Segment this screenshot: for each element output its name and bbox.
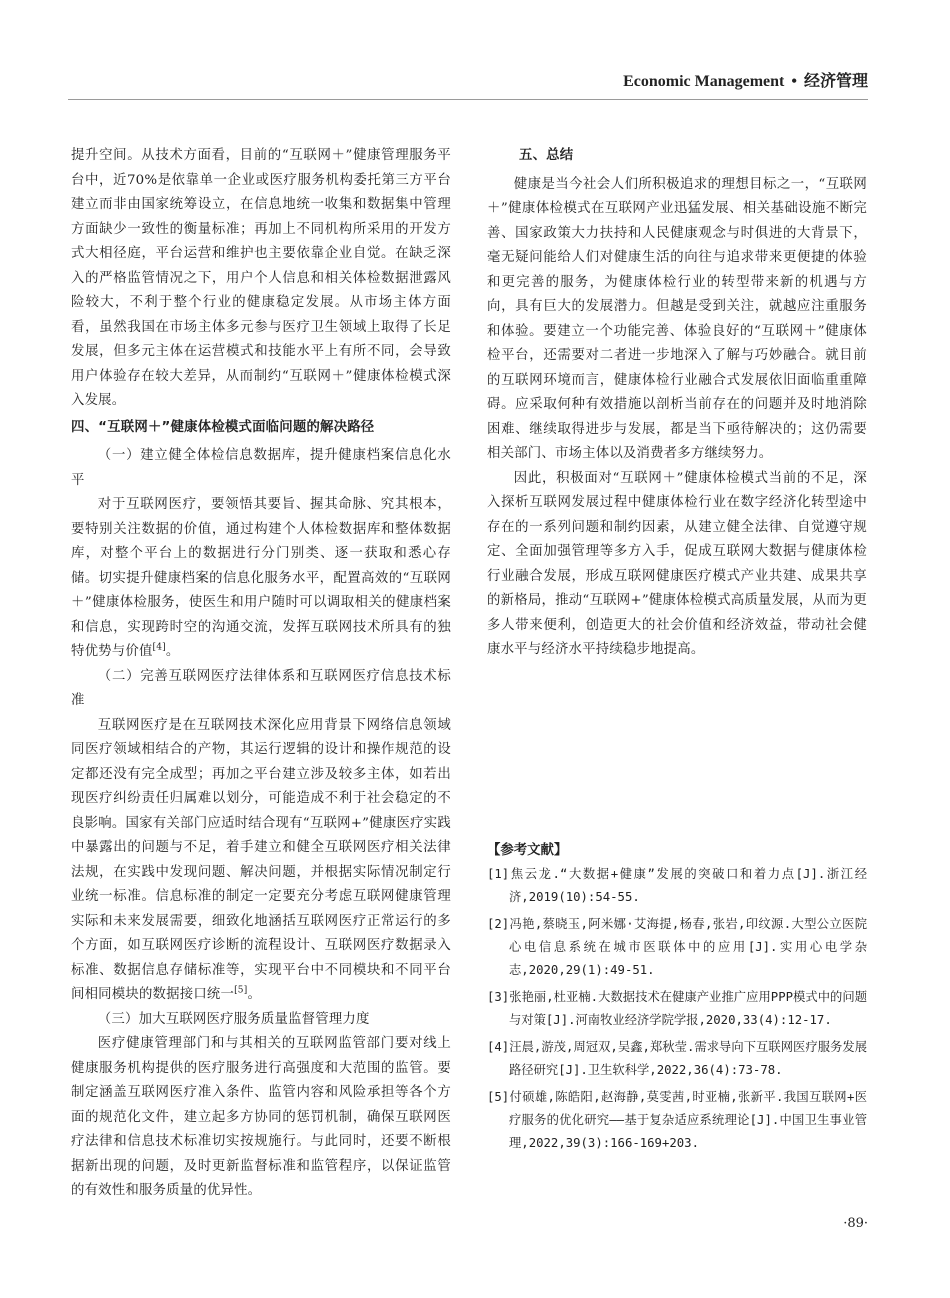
paragraph-end: 。 [165, 644, 180, 659]
reference-item: [5]付硕雄,陈皓阳,赵海静,莫雯茜,时亚楠,张新平.我国互联网+医疗服务的优化研究——基于复杂适应系统理论[J].中国卫生事业管理,2022,39(3):166-169+203. [487, 1090, 867, 1150]
reference-item: [4]汪晨,游茂,周冠双,吴鑫,郑秋莹.需求导向下互联网医疗服务发展路径研究[J].卫生软科学,2022,36(4):73-78. [487, 1040, 867, 1077]
citation: [4] [152, 642, 166, 653]
paragraph: 健康是当今社会人们所积极追求的理想目标之一，“互联网＋”健康体检模式在互联网产业迅猛发展、相关基础设施不断完善、国家政策大力扶持和人民健康观念与时俱进的大背景下，毫无疑问能给人们对健康生活的向往与追求带来更便捷的体验和更完善的服务，为健康体检行业的转型带来新的机遇与方向，具有巨大的发展潜力。但越是受到关注，就越应注重服务和体验。要建立一个功能完善、体验良好的“互联网＋”健康体检平台，还需要对二者进一步地深入了解与巧妙融合。就目前的互联网环境而言，健康体检行业融合式发展依旧面临重重障碍。应采取何种有效措施以剖析当前存在的问题并及时地消除困难、继续取得进步与发展，都是当下亟待解决的；这仍需要相关部门、市场主体以及消费者多方继续努力。 [487, 176, 867, 461]
paragraph: 因此，积极面对“互联网＋”健康体检模式当前的不足，深入探析互联网发展过程中健康体检行业在数字经济化转型途中存在的一系列问题和制约因素，从建立健全法律、自觉遵守规定、全面加强管理等多方入手，促成互联网大数据与健康体检行业融合发展，形成互联网健康医疗模式产业共建、成果共享的新格局，推动“互联网+”健康体检模式高质量发展，从而为更多人带来便利，创造更大的社会价值和经济效益，带动社会健康水平与经济水平持续稳步地提高。 [487, 470, 867, 657]
subsection-heading: （一）建立健全体检信息数据库，提升健康档案信息化水平 [71, 448, 451, 488]
paragraph-text: 互联网医疗是在互联网技术深化应用背景下网络信息领域同医疗领域相结合的产物，其运行逻辑的设计和操作规范的设定都还没有完全成型；再加之平台建立涉及较多主体，如若出现医疗纠纷责任归属难以划分，可能造成不利于社会稳定的不良影响。国家有关部门应适时结合现有“互联网+”健康医疗实践中暴露出的问题与不足，着手建立和健全互联网医疗相关法律法规，在实践中发现问题、解决问题，并根据实际情况制定行业统一标准。信息标准的制定一定要充分考虑互联网健康管理实际和未来发展需要，细致化地涵括互联网医疗正常运行的多个方面，如互联网医疗诊断的流程设计、互联网医疗数据录入标准、数据信息存储标准等，实现平台中不同模块和不同平台间相同模块的数据接口统一 [71, 717, 451, 1002]
reference-item: [3]张艳丽,杜亚楠.大数据技术在健康产业推广应用PPP模式中的问题与对策[J].河南牧业经济学院学报,2020,33(4):12-17. [487, 990, 867, 1027]
paragraph-end: 。 [247, 987, 262, 1002]
references [487, 839, 867, 1159]
reference-item: [1]焦云龙.“大数据+健康”发展的突破口和着力点[J].浙江经济,2019(10):54-55. [487, 867, 867, 904]
paragraph [71, 714, 451, 1008]
citation: [5] [234, 985, 248, 996]
header-english: Economic Management [623, 73, 785, 90]
section-heading: 四、“互联网＋”健康体检模式面临问题的解决路径 [71, 419, 375, 435]
subsection-heading: （二）完善互联网医疗法律体系和互联网医疗信息技术标准 [71, 668, 451, 708]
left-column [71, 144, 451, 1204]
page-number: ·89· [843, 1216, 868, 1231]
header-rule [68, 99, 868, 100]
references-title: 【参考文献】 [487, 843, 568, 858]
paragraph-text: 对于互联网医疗，要领悟其要旨、握其命脉、究其根本，要特别关注数据的价值，通过构建个人体检数据库和整体数据库，对整个平台上的数据进行分门别类、逐一获取和悉心存储。切实提升健康档案的信息化服务水平，配置高效的“互联网＋”健康体检服务，使医生和用户随时可以调取相关的健康档案和信息，实现跨时空的沟通交流，发挥互联网技术所具有的独特优势与价值 [71, 497, 451, 659]
header-separator: • [791, 73, 797, 90]
paragraph [71, 493, 451, 665]
right-column [487, 144, 867, 663]
section-heading: 五、总结 [519, 148, 574, 163]
running-header [596, 68, 868, 96]
header-chinese: 经济管理 [803, 71, 868, 90]
subsection-heading: （三）加大互联网医疗服务质量监督管理力度 [97, 1011, 370, 1027]
paragraph: 提升空间。从技术方面看，目前的“互联网＋”健康管理服务平台中，近70%是依靠单一企业或医疗服务机构委托第三方平台建立而非由国家统筹设立，在信息地统一收集和数据集中管理方面缺少一致性的衡量标准；再加上不同机构所采用的开发方式大相径庭，平台运营和维护也主要依靠企业自觉。在缺乏深入的严格监管情况之下，用户个人信息和相关体检数据泄露风险较大，不利于整个行业的健康稳定发展。从市场主体方面看，虽然我国在市场主体多元参与医疗卫生领域上取得了长足发展，但多元主体在运营模式和技能水平上有所不同，会导致用户体验存在较大差异，从而制约“互联网＋”健康体检模式深入发展。 [71, 148, 451, 408]
paragraph: 医疗健康管理部门和与其相关的互联网监管部门要对线上健康服务机构提供的医疗服务进行高强度和大范围的监管。要制定涵盖互联网医疗准入条件、监管内容和风险承担等各个方面的规范化文件，建立起多方协同的惩罚机制，确保互联网医疗法律和信息技术标准切实按规施行。与此同时，还要不断根据新出现的问题，及时更新监督标准和监管程序，以保证监管的有效性和服务质量的优异性。 [71, 1036, 451, 1198]
reference-item: [2]冯艳,蔡晓玉,阿米娜·艾海提,杨春,张岩,印纹源.大型公立医院心电信息系统在城市医联体中的应用[J].实用心电学杂志,2020,29(1):49-51. [487, 917, 867, 977]
